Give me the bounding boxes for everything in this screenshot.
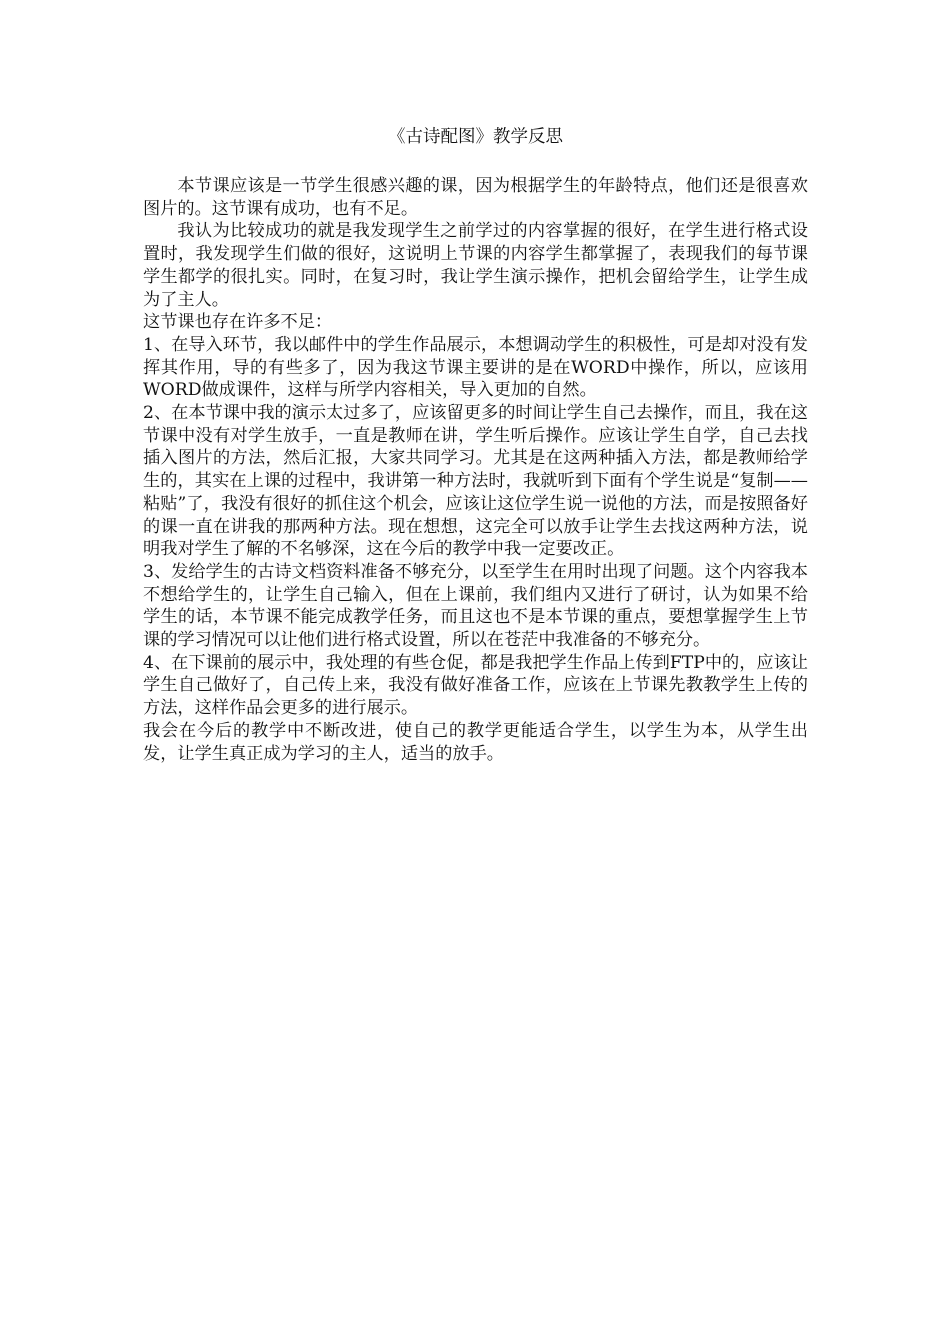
document-body <box>143 175 808 765</box>
paragraph-conclusion: 我会在今后的教学中不断改进，使自己的教学更能适合学生，以学生为本，从学生出发，让学生真正成为学习的主人，适当的放手。 <box>143 720 808 764</box>
paragraph-point-3: 3、发给学生的古诗文档资料准备不够充分，以至学生在用时出现了问题。这个内容我本不想给学生的，让学生自己输入，但在上课前，我们组内又进行了研讨，认为如果不给学生的话，本节课不能完成教学任务，而且这也不是本节课的重点，要想掌握学生上节课的学习情况可以让他们进行格式设置，所以在苍茫中我准备的不够充分。 <box>143 561 808 651</box>
paragraph-intro: 本节课应该是一节学生很感兴趣的课，因为根据学生的年龄特点，他们还是很喜欢图片的。这节课有成功，也有不足。 <box>143 176 808 219</box>
paragraph-success: 我认为比较成功的就是我发现学生之前学过的内容掌握的很好，在学生进行格式设置时，我发现学生们做的很好，这说明上节课的内容学生都掌握了，表现我们的每节课学生都学的很扎实。同时，在复习时，我让学生演示操作，把机会留给学生，让学生成为了主人。 <box>143 221 808 310</box>
document-title: 《古诗配图》教学反思 <box>388 127 563 147</box>
paragraph-point-4: 4、在下课前的展示中，我处理的有些仓促，都是我把学生作品上传到FTP中的，应该让学生自己做好了，自己传上来，我没有做好准备工作，应该在上节课先教教学生上传的方法，这样作品会更多的进行展示。 <box>143 652 808 719</box>
paragraph-point-2: 2、在本节课中我的演示太过多了，应该留更多的时间让学生自己去操作，而且，我在这节课中没有对学生放手，一直是教师在讲，学生听后操作。应该让学生自学，自己去找插入图片的方法，然后汇报，大家共同学习。尤其是在这两种插入方法，都是教师给学生的，其实在上课的过程中，我讲第一种方法时，我就听到下面有个学生说是“复制——粘贴”了，我没有很好的抓住这个机会，应该让这位学生说一说他的方法，而是按照备好的课一直在讲我的那两种方法。现在想想，这完全可以放手让学生去找这两种方法，说明我对学生了解的不名够深，这在今后的教学中我一定要改正。 <box>143 403 808 560</box>
paragraph-point-1: 1、在导入环节，我以邮件中的学生作品展示，本想调动学生的积极性，可是却对没有发挥其作用，导的有些多了，因为我这节课主要讲的是在WORD中操作，所以，应该用WORD做成课件，这样与所学内容相关，导入更加的自然。 <box>143 334 808 401</box>
paragraph-shortcomings-heading: 这节课也存在许多不足： <box>143 312 333 333</box>
